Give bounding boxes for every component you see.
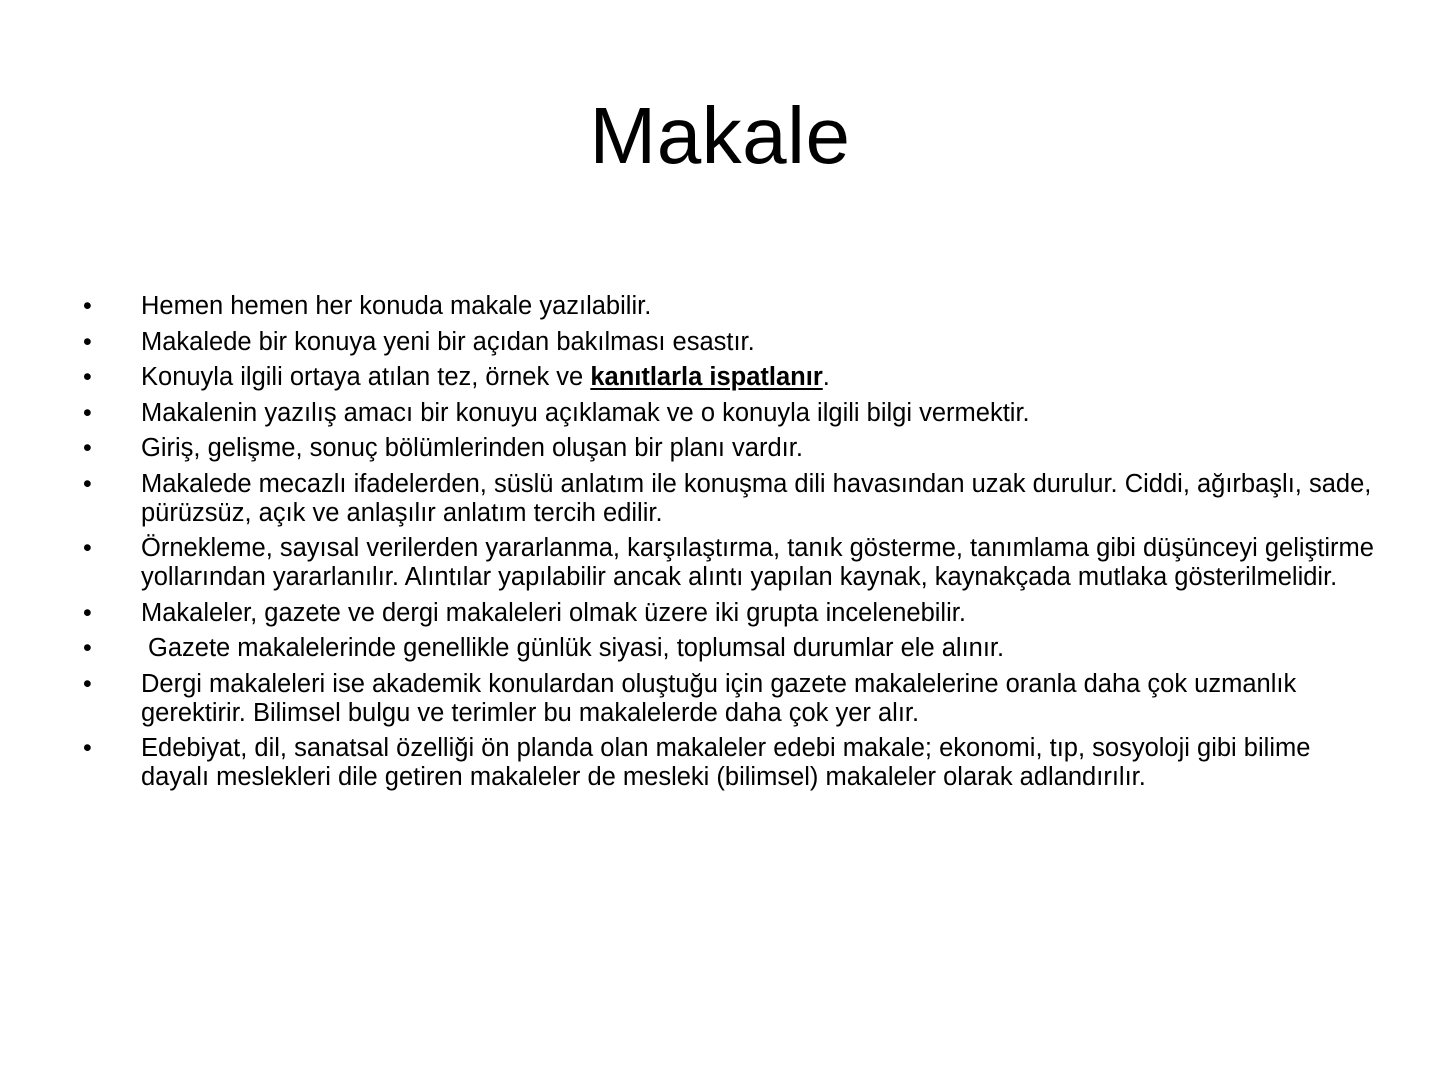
bullet-dot-icon: • bbox=[83, 292, 92, 320]
bullet-text-before: Konuyla ilgili ortaya atılan tez, örnek ve bbox=[141, 363, 591, 391]
bullet-dot-icon: • bbox=[83, 398, 92, 427]
bullet-emphasis: kanıtlarla ispatlanır bbox=[590, 363, 823, 391]
bullet-text: Makalenin yazılış amacı bir konuyu açıklamak ve o konuyla ilgili bilgi vermektir. bbox=[141, 398, 1030, 427]
bullet-dot-icon: • bbox=[83, 534, 92, 562]
bullet-item-4 bbox=[0, 399, 1440, 428]
bullet-item-2 bbox=[0, 328, 1440, 357]
bullet-text: Dergi makaleleri ise akademik konulardan oluştuğu için gazete makalelerine oranla daha çok uzmanlık gerektirir. Bilimsel bulgu ve terimler bu makalelerde daha çok yer alır. bbox=[141, 669, 1297, 727]
bullet-text: Gazete makalelerinde genellikle günlük siyasi, toplumsal durumlar ele alınır. bbox=[148, 634, 1005, 662]
bullet-dot-icon: • bbox=[83, 598, 92, 627]
bullet-text: Hemen hemen her konuda makale yazılabilir. bbox=[141, 292, 652, 320]
bullet-item-10 bbox=[0, 670, 1440, 728]
bullet-item-11 bbox=[0, 734, 1440, 792]
bullet-list bbox=[0, 292, 1440, 799]
bullet-item-7 bbox=[0, 534, 1440, 592]
bullet-item-6 bbox=[0, 470, 1440, 528]
bullet-text-after: . bbox=[822, 363, 830, 391]
bullet-text: Edebiyat, dil, sanatsal özelliği ön planda olan makaleler edebi makale; ekonomi, tıp, sosyoloji gibi bilime dayalı meslekleri dile getiren makaleler de mesleki (bilimsel) makaleler olarak adlandırılır. bbox=[141, 734, 1311, 791]
bullet-dot-icon: • bbox=[83, 434, 92, 462]
bullet-text: Makalede mecazlı ifadelerden, süslü anlatım ile konuşma dili havasından uzak durulur. Ciddi, ağırbaşlı, sade, pürüzsüz, açık ve anlaşılır anlatım tercih edilir. bbox=[141, 469, 1372, 527]
bullet-item-9 bbox=[0, 634, 1440, 663]
bullet-item-1 bbox=[0, 292, 1440, 321]
bullet-dot-icon: • bbox=[83, 634, 92, 662]
bullet-dot-icon: • bbox=[83, 669, 92, 698]
bullet-item-8 bbox=[0, 599, 1440, 628]
bullet-text: Makalede bir konuya yeni bir açıdan bakılması esastır. bbox=[141, 327, 755, 356]
bullet-text bbox=[141, 363, 1380, 392]
bullet-dot-icon: • bbox=[83, 469, 92, 498]
bullet-text: Makaleler, gazete ve dergi makaleleri olmak üzere iki grupta incelenebilir. bbox=[141, 598, 966, 627]
bullet-item-5 bbox=[0, 434, 1440, 463]
slide-title: Makale bbox=[589, 91, 851, 180]
bullet-text: Giriş, gelişme, sonuç bölümlerinden oluşan bir planı vardır. bbox=[141, 434, 803, 462]
bullet-text: Örnekleme, sayısal verilerden yararlanma, karşılaştırma, tanık gösterme, tanımlama gibi düşünceyi geliştirme yollarından yararlanılır. Alıntılar yapılabilir ancak alıntı yapılan kaynak, kaynakçada mutlaka gösterilmelidir. bbox=[141, 534, 1374, 591]
bullet-dot-icon: • bbox=[83, 734, 92, 762]
bullet-dot-icon: • bbox=[83, 363, 92, 391]
bullet-item-3 bbox=[0, 363, 1440, 392]
bullet-dot-icon: • bbox=[83, 327, 92, 356]
